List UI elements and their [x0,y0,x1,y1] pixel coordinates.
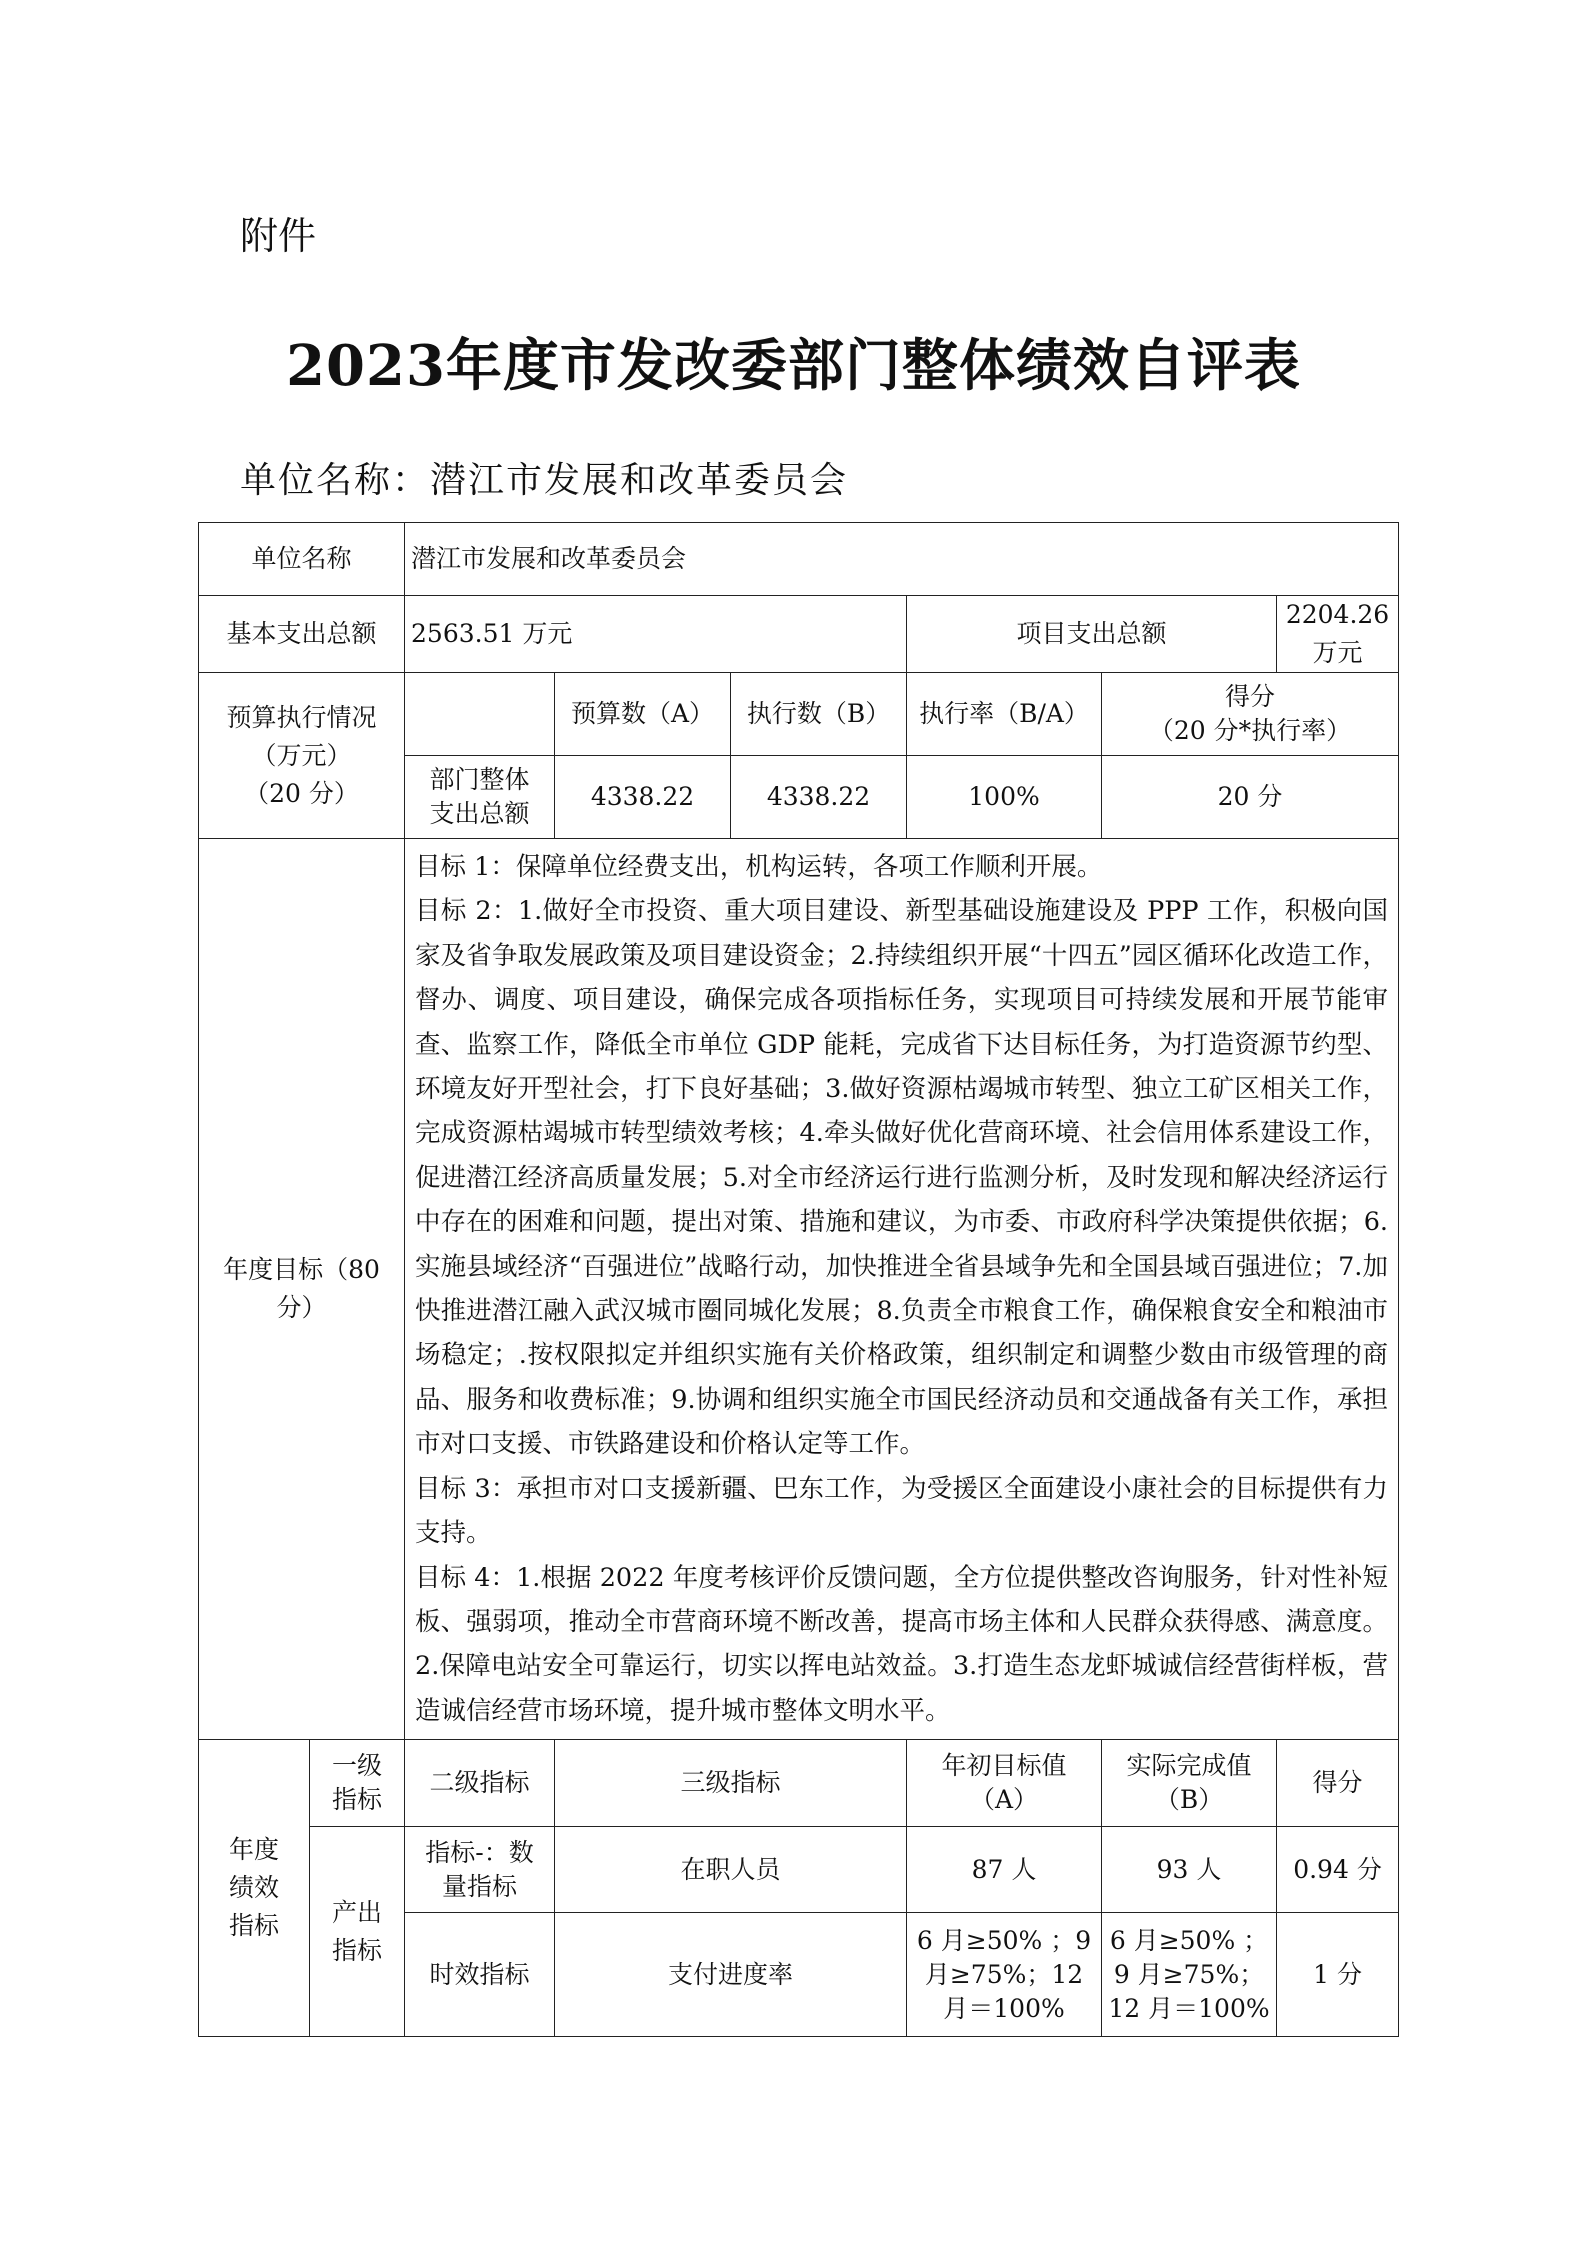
unit-name-line-label: 单位名称： [240,460,431,501]
row2-score: 1 分 [1277,1913,1399,2037]
budget-exec-label [199,673,405,839]
h-actual [1102,1740,1277,1827]
goal-2: 目标 2：1.做好全市投资、重大项目建设、新型基础设施建设及 PPP 工作，积极向国家及省争取发展政策及项目建设资金；2.持续组织开展“十四五”园区循环化改造工作，督办、调度、项目建设，确保完成各项指标任务，实现项目可持续发展和开展节能审查、监察工作，降低全市单位 GDP 能耗，完成省下达目标任务，为打造资源节约型、环境友好开型社会，打下良好基础；3.做好资源枯竭城市转型、独立工矿区相关工作，完成资源枯竭城市转型绩效考核；4.牵头做好优化营商环境、社会信用体系建设工作，促进潜江经济高质量发展；5.对全市经济运行进行监测分析，及时发现和解决经济运行中存在的困难和问题，提出对策、措施和建议，为市委、市政府科学决策提供依据；6.实施县域经济“百强进位”战略行动，加快推进全省县域争先和全国县域百强进位；7.加快推进潜江融入武汉城市圈同城化发展；8.负责全市粮食工作，确保粮食安全和粮油市场稳定；.按权限拟定并组织实施有关价格政策，组织制定和调整少数由市级管理的商品、服务和收费标准；9.协调和组织实施全市国民经济动员和交通战备有关工作，承担市对口支援、市铁路建设和价格认定等工作。 [415,896,1389,1460]
row1-level3: 在职人员 [555,1827,907,1913]
dept-total-label [405,756,555,839]
h-actual-line1: 实际完成值 [1126,1751,1252,1781]
h-level3: 三级指标 [555,1740,907,1827]
row2-target [907,1913,1102,2037]
row2-target-line3: 月＝100% [943,1993,1065,2023]
dept-total-line2: 支出总额 [429,799,530,828]
indicator-header-row [199,1740,1399,1827]
basic-expense-label: 基本支出总额 [199,596,405,673]
row2-actual-line1: 6 月≥50% ； [1109,1925,1269,1955]
unit-name-value: 潜江市发展和改革委员会 [405,523,1399,596]
h-actual-line2: （B） [1154,1785,1224,1815]
expense-row [199,596,1399,673]
col-budget: 预算数（A） [555,673,731,756]
annual-indicator-line1: 年度 [228,1835,279,1865]
output-line1: 产出 [332,1897,383,1927]
row2-actual-line2: 9 月≥75%； [1113,1959,1265,1989]
dept-total-line1: 部门整体 [429,765,530,794]
unit-name-line-value: 潜江市发展和改革委员会 [430,460,849,501]
budget-label-line2: （万元） [251,740,352,770]
h-level2: 二级指标 [405,1740,555,1827]
output-line2: 指标 [332,1935,383,1965]
col-score-line2: （20 分*执行率） [1148,716,1352,745]
output-indicator-label [310,1827,405,2037]
row1-target: 87 人 [907,1827,1102,1913]
goal-4: 目标 4：1.根据 2022 年度考核评价反馈问题，全方位提供整改咨询服务，针对性补短板、强弱项，推动全市营商环境不断改善，提高市场主体和人民群众获得感、满意度。2.保障电站安全可靠运行，切实以挥电站效益。3.打造生态龙虾城诚信经营街样板，营造诚信经营市场环境，提升城市整体文明水平。 [415,1562,1389,1726]
row2-target-line2: 月≥75%；12 [924,1959,1084,1989]
unit-name-row [199,523,1399,596]
goal-3: 目标 3：承担市对口支援新疆、巴东工作，为受援区全面建设小康社会的目标提供有力支持。 [415,1473,1389,1549]
annual-goal-label-line2: 分） [276,1293,327,1323]
row1-actual: 93 人 [1102,1827,1277,1913]
annual-goal-label [199,839,405,1740]
h-target-line2: （A） [969,1785,1039,1815]
annual-indicator-label [199,1740,310,2037]
performance-table [198,522,1399,2037]
project-expense-label: 项目支出总额 [907,596,1277,673]
document-title: 2023年度市发改委部门整体绩效自评表 [286,333,1301,399]
h-score: 得分 [1277,1740,1399,1827]
score-value: 20 分 [1102,756,1399,839]
exec-value: 4338.22 [731,756,907,839]
col-rate: 执行率（B/A） [907,673,1102,756]
row2-actual [1102,1913,1277,2037]
row2-level3: 支付进度率 [555,1913,907,2037]
budget-label-line3: （20 分） [244,778,359,808]
budget-header-row [199,673,1399,756]
annual-goal-label-line1: 年度目标（80 [223,1255,380,1285]
col-score-line1: 得分 [1225,682,1276,711]
unit-name-label: 单位名称 [199,523,405,596]
row2-actual-line3: 12 月＝100% [1108,1993,1270,2023]
col-score [1102,673,1399,756]
budget-label-line1: 预算执行情况 [226,702,377,732]
basic-expense-value: 2563.51 万元 [405,596,907,673]
col-exec: 执行数（B） [731,673,907,756]
table-row [199,1827,1399,1913]
row1-level2-line1: 指标-：数 [425,1837,534,1867]
project-expense-value: 2204.26 万元 [1277,596,1399,673]
h-target [907,1740,1102,1827]
goal-1: 目标 1：保障单位经费支出，机构运转，各项工作顺利开展。 [415,852,1103,882]
row2-level2: 时效指标 [405,1913,555,2037]
annual-indicator-line2: 绩效 [228,1873,279,1903]
h-level1-line1: 一级 [332,1751,383,1781]
h-level1-line2: 指标 [332,1785,383,1815]
attachment-label: 附件 [240,214,317,258]
row2-target-line1: 6 月≥50% ；9 [916,1925,1092,1955]
annual-goal-content [405,839,1399,1740]
rate-value: 100% [907,756,1102,839]
h-level1 [310,1740,405,1827]
annual-indicator-line3: 指标 [228,1911,279,1941]
unit-name-line [240,452,848,503]
h-target-line1: 年初目标值 [941,1751,1067,1781]
annual-goal-row [199,839,1399,1740]
row1-level2 [405,1827,555,1913]
budget-header-blank [405,673,555,756]
budget-value: 4338.22 [555,756,731,839]
row1-score: 0.94 分 [1277,1827,1399,1913]
row1-level2-line2: 量指标 [442,1871,518,1901]
